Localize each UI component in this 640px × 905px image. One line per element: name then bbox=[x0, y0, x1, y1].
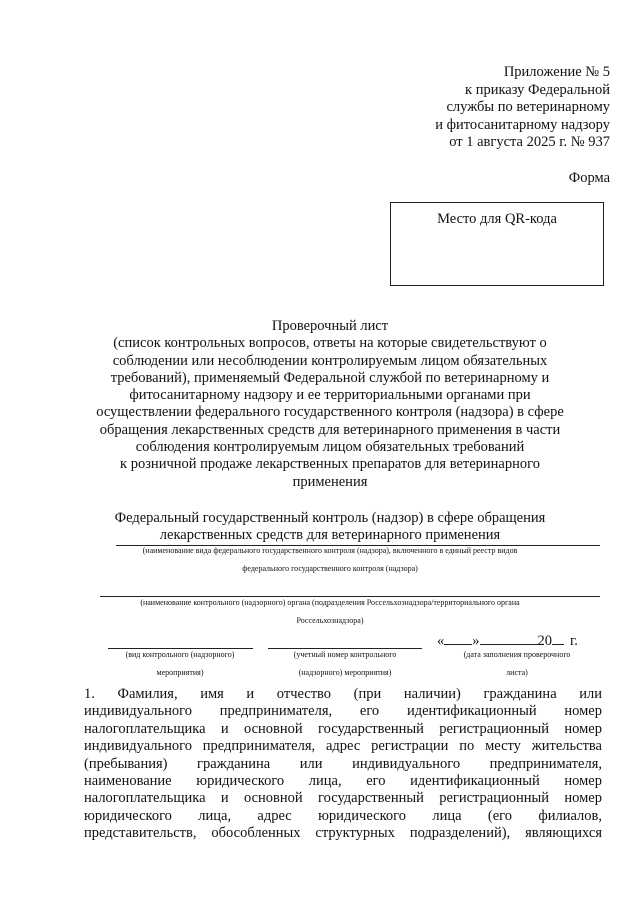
paragraph-line: (пребывания) гражданина или индивидуального предпринимателя, bbox=[84, 755, 602, 772]
date-day-blank[interactable] bbox=[444, 632, 472, 645]
fill-date-caption-2: листа) bbox=[506, 668, 528, 677]
qr-code-placeholder bbox=[390, 202, 604, 286]
date-suffix: г. bbox=[570, 633, 578, 649]
organ-caption-2: Россельхознадзора) bbox=[296, 616, 364, 625]
inspection-kind-caption-2: мероприятия) bbox=[156, 668, 204, 677]
title-line: применения bbox=[292, 473, 368, 490]
organ-caption: (наименование контрольного (надзорного) органа (подразделения Россельхознадзора/территориального органа bbox=[140, 598, 520, 607]
inspection-number-caption-2: (надзорного) мероприятия) bbox=[298, 668, 392, 677]
inspection-number-input-line[interactable] bbox=[268, 648, 422, 649]
appendix-line: и фитосанитарному надзору bbox=[435, 116, 610, 133]
date-quote-close: » bbox=[472, 633, 480, 649]
form-label: Форма bbox=[568, 170, 610, 186]
paragraph-line: представительств, обособленных структурных подразделений), являющихся bbox=[84, 825, 602, 842]
appendix-line: от 1 августа 2025 г. № 937 bbox=[449, 134, 610, 150]
date-month-blank[interactable] bbox=[480, 632, 538, 645]
title-line: Проверочный лист bbox=[271, 318, 389, 334]
title-line: осуществлении федерального государственного контроля (надзора) в сфере bbox=[96, 404, 564, 421]
control-line: лекарственных средств для ветеринарного применения bbox=[159, 527, 501, 543]
control-type-caption: (наименование вида федерального государственного контроля (надзора), включенного в единый реестр видов bbox=[142, 546, 518, 555]
date-year-blank[interactable] bbox=[552, 632, 564, 645]
title-line: обращения лекарственных средств для ветеринарного применения в части bbox=[99, 421, 561, 438]
fill-date-caption: (дата заполнения проверочного bbox=[463, 650, 571, 659]
paragraph-line: налогоплательщика и основной государственный регистрационный номер bbox=[84, 720, 602, 737]
checklist-title bbox=[60, 318, 600, 491]
paragraph-line: 1. Фамилия, имя и отчество (при наличии) гражданина или bbox=[84, 686, 602, 702]
inspection-kind-input-line[interactable] bbox=[108, 648, 253, 649]
paragraph-line: индивидуального предпринимателя, адрес регистрации по месту жительства bbox=[84, 738, 602, 755]
title-line: (список контрольных вопросов, ответы на которые свидетельствуют о bbox=[113, 335, 547, 352]
date-quote-open: « bbox=[437, 633, 445, 649]
appendix-header bbox=[350, 64, 610, 152]
title-line: соблюдении или несоблюдении контролируемым лицом обязательных bbox=[112, 352, 548, 369]
appendix-line: службы по ветеринарному bbox=[446, 99, 610, 115]
paragraph-line: юридического лица, адрес юридического лица (его филиалов, bbox=[84, 807, 602, 824]
title-line: соблюдения контролируемым лицом обязательных требований bbox=[135, 439, 525, 456]
date-year: 20 bbox=[537, 633, 552, 649]
title-line: фитосанитарному надзору и ее территориальными органами при bbox=[129, 387, 531, 404]
paragraph-1 bbox=[84, 686, 602, 843]
inspection-number-caption: (учетный номер контрольного bbox=[293, 650, 397, 659]
qr-code-label: Место для QR-кода bbox=[437, 211, 557, 227]
control-line: Федеральный государственный контроль (надзор) в сфере обращения bbox=[114, 510, 546, 526]
appendix-line: Приложение № 5 bbox=[503, 64, 610, 80]
control-type bbox=[60, 510, 600, 544]
inspection-kind-caption: (вид контрольного (надзорного) bbox=[125, 650, 235, 659]
title-line: требований), применяемый Федеральной службой по ветеринарному и bbox=[110, 369, 550, 386]
paragraph-line: наименование юридического лица, его идентификационный номер bbox=[84, 773, 602, 790]
paragraph-line: индивидуального предпринимателя, его идентификационный номер bbox=[84, 703, 602, 720]
control-type-caption-2: федерального государственного контроля (надзора) bbox=[242, 564, 418, 573]
title-line: к розничной продаже лекарственных препаратов для ветеринарного bbox=[120, 456, 540, 473]
fill-date-field[interactable] bbox=[437, 632, 578, 650]
paragraph-line: налогоплательщика и основной государственный регистрационный номер bbox=[84, 790, 602, 807]
appendix-line: к приказу Федеральной bbox=[465, 81, 610, 98]
organ-input-line[interactable] bbox=[100, 596, 600, 597]
